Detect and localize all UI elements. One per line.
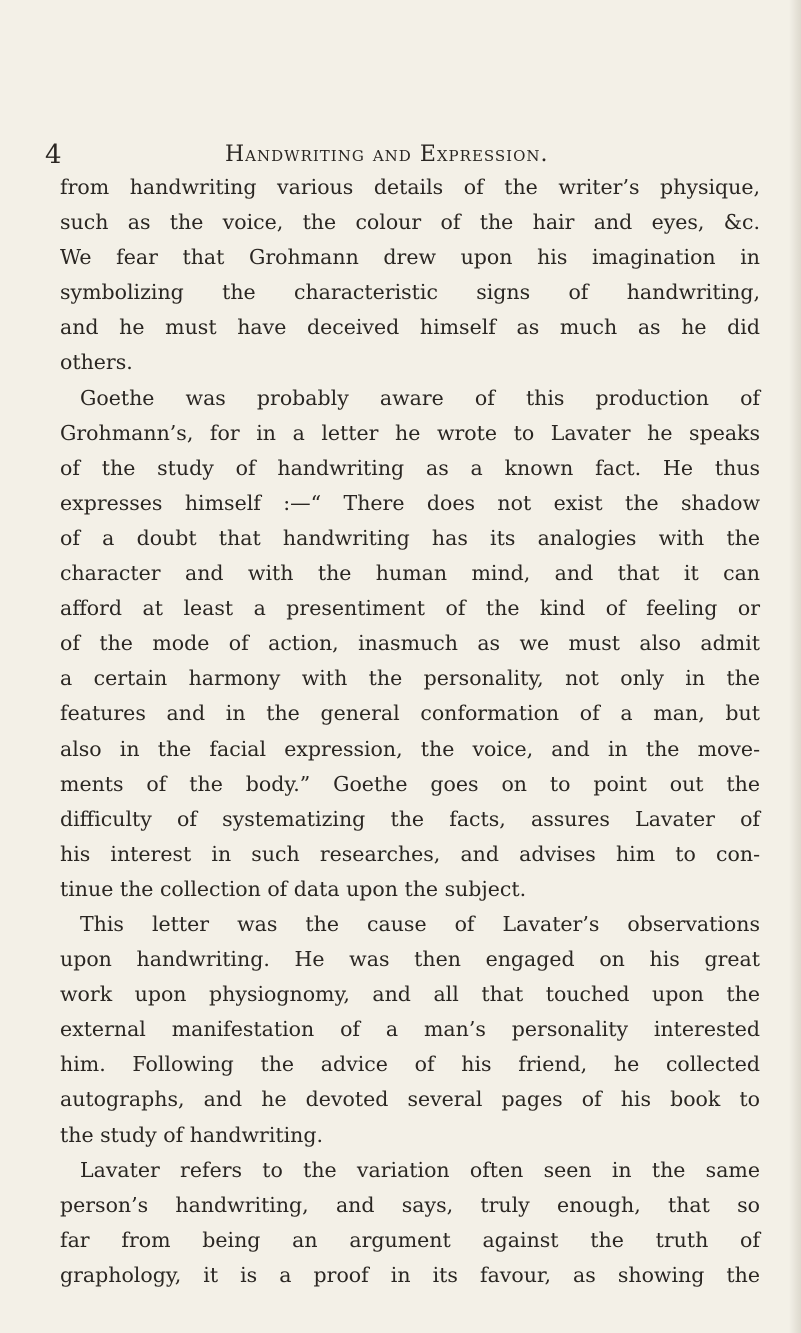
text-line: graphology, it is a proof in its favour, as showing the	[60, 1262, 760, 1287]
text-line: person’s handwriting, and says, truly enough, that so	[60, 1192, 760, 1217]
text-line: of the study of handwriting as a known fact. He thus	[60, 455, 760, 480]
text-line: from handwriting various details of the writer’s physique,	[60, 175, 760, 199]
text-line: and he must have deceived himself as much as he did	[60, 315, 760, 340]
text-line: the study of handwriting.	[60, 1122, 324, 1147]
text-line: expresses himself :—“ There does not exist the shadow	[60, 490, 760, 515]
text-line: character and with the human mind, and that it can	[60, 561, 760, 586]
text-line: upon handwriting. He was then engaged on his great	[60, 947, 760, 972]
text-line: of a doubt that handwriting has its analogies with the	[60, 525, 760, 550]
text-line: also in the facial expression, the voice, and in the move-	[60, 736, 760, 761]
text-line: Goethe was probably aware of this production of	[80, 385, 760, 410]
page-number: 4	[45, 140, 62, 170]
text-line: afford at least a presentiment of the kind of feeling or	[60, 596, 760, 621]
text-line: of the mode of action, inasmuch as we must also admit	[60, 631, 760, 656]
text-line: features and in the general conformation of a man, but	[60, 701, 760, 726]
text-line: work upon physiognomy, and all that touched upon the	[60, 982, 760, 1007]
page-header	[45, 138, 745, 172]
text-line: his interest in such researches, and advises him to con-	[60, 841, 760, 866]
text-line: external manifestation of a man’s personality interested	[60, 1017, 760, 1042]
text-line: This letter was the cause of Lavater’s observations	[80, 911, 760, 936]
text-line: him. Following the advice of his friend, he collected	[60, 1052, 760, 1077]
text-line: We fear that Grohmann drew upon his imagination in	[60, 245, 760, 270]
text-line: Lavater refers to the variation often seen in the same	[80, 1157, 760, 1182]
text-line: autographs, and he devoted several pages of his book to	[60, 1087, 760, 1112]
text-line: far from being an argument against the truth of	[60, 1227, 760, 1252]
text-line: ments of the body.” Goethe goes on to point out the	[60, 771, 760, 796]
text-line: symbolizing the characteristic signs of handwriting,	[60, 280, 760, 305]
text-line: others.	[60, 350, 133, 375]
text-line: difficulty of systematizing the facts, assures Lavater of	[60, 806, 760, 831]
page-edge-shadow	[789, 0, 801, 1333]
text-line: tinue the collection of data upon the subject.	[60, 876, 527, 901]
running-head: Handwriting and Expression.	[225, 142, 549, 167]
text-line: a certain harmony with the personality, not only in the	[60, 666, 760, 691]
body-text	[60, 170, 760, 1293]
text-line: such as the voice, the colour of the hair and eyes, &c.	[60, 210, 760, 235]
text-line: Grohmann’s, for in a letter he wrote to Lavater he speaks	[60, 420, 760, 445]
